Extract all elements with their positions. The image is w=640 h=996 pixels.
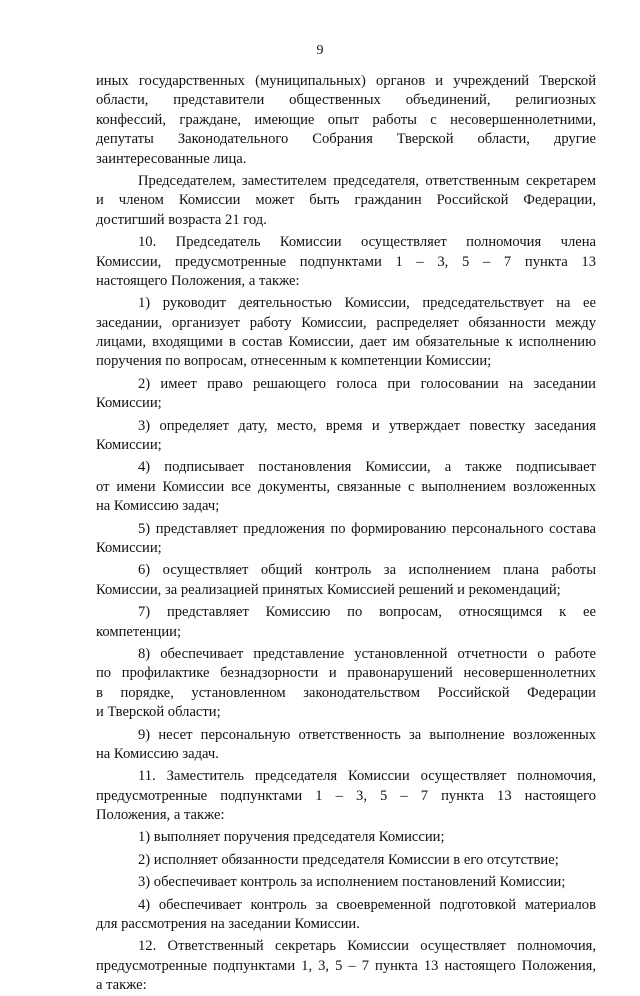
text-line: компетенции; <box>96 623 182 640</box>
text-line: 2) имеет право решающего голоса при голосовании на заседании <box>138 375 596 392</box>
text-line: 12. Ответственный секретарь Комиссии осуществляет полномочия, <box>138 938 596 955</box>
text-line: настоящего Положения, а также: <box>96 272 300 289</box>
text-line: Комиссии, предусмотренные подпунктами 1 – 3, 5 – 7 пункта 13 <box>96 253 596 270</box>
text-line: по профилактике безнадзорности и правонарушений несовершеннолетних <box>96 665 596 682</box>
text-line: иных государственных (муниципальных) органов и учреждений Тверской <box>96 73 596 89</box>
text-line: 11. Заместитель председателя Комиссии осуществляет полномочия, <box>138 768 596 785</box>
text-line: заседании, организует работу Комиссии, распределяет обязанности между <box>96 314 596 331</box>
text-line: от имени Комиссии все документы, связанные с выполнением возложенных <box>96 478 596 495</box>
text-line: предусмотренные подпунктами 1 – 3, 5 – 7 пункта 13 настоящего <box>96 787 596 804</box>
text-line: Комиссии; <box>96 395 162 412</box>
text-line: 3) обеспечивает контроль за исполнением постановлений Комиссии; <box>138 874 566 891</box>
text-line: конфессий, граждане, имеющие опыт работы с несовершеннолетними, <box>96 111 596 128</box>
text-line: 4) обеспечивает контроль за своевременной подготовкой материалов <box>138 896 596 913</box>
text-line: на Комиссию задач; <box>96 498 220 515</box>
text-line: Председателем, заместителем председателя, ответственным секретарем <box>138 172 596 189</box>
text-line: 2) исполняет обязанности председателя Комиссии в его отсутствие; <box>138 851 559 868</box>
text-line: Комиссии; <box>96 437 162 454</box>
text-line: заинтересованные лица. <box>96 150 247 167</box>
document-body <box>96 72 596 996</box>
text-line: в порядке, установленном законодательством Российской Федерации <box>96 684 596 701</box>
text-line: и членом Комиссии может быть гражданин Российской Федерации, <box>96 192 596 209</box>
text-line: 1) руководит деятельностью Комиссии, председательствует на ее <box>138 295 596 312</box>
text-line: 4) подписывает постановления Комиссии, а также подписывает <box>138 459 596 476</box>
text-line: 7) представляет Комиссию по вопросам, относящимся к ее <box>138 604 596 621</box>
text-line: 6) осуществляет общий контроль за исполнением плана работы <box>138 562 596 579</box>
text-line: и Тверской области; <box>96 704 221 721</box>
text-line: лицами, входящими в состав Комиссии, дает им обязательные к исполнению <box>96 334 596 351</box>
text-line: предусмотренные подпунктами 1, 3, 5 – 7 пункта 13 настоящего Положения, <box>96 957 596 974</box>
text-line: достигший возраста 21 год. <box>96 211 267 228</box>
text-line: 9) несет персональную ответственность за выполнение возложенных <box>138 726 596 743</box>
text-line: 10. Председатель Комиссии осуществляет полномочия члена <box>138 234 596 251</box>
text-line: для рассмотрения на заседании Комиссии. <box>96 916 360 933</box>
text-line: Комиссии; <box>96 539 162 556</box>
text-line: на Комиссию задач. <box>96 745 219 762</box>
text-line: депутаты Законодательного Собрания Тверской области, другие <box>96 131 596 148</box>
text-line: а также: <box>96 977 147 994</box>
text-line: поручения по вопросам, отнесенным к компетенции Комиссии; <box>96 353 492 370</box>
text-line: области, представители общественных объединений, религиозных <box>96 92 596 109</box>
text-line: 3) определяет дату, место, время и утверждает повестку заседания <box>138 417 596 434</box>
text-line: Комиссии, за реализацией принятых Комиссией решений и рекомендаций; <box>96 581 561 598</box>
text-line: 5) представляет предложения по формированию персонального состава <box>138 520 596 537</box>
text-line: Положения, а также: <box>96 807 225 824</box>
page-number: 9 <box>316 43 324 58</box>
text-line: 1) выполняет поручения председателя Комиссии; <box>138 829 445 846</box>
text-line: 8) обеспечивает представление установленной отчетности о работе <box>138 645 596 662</box>
